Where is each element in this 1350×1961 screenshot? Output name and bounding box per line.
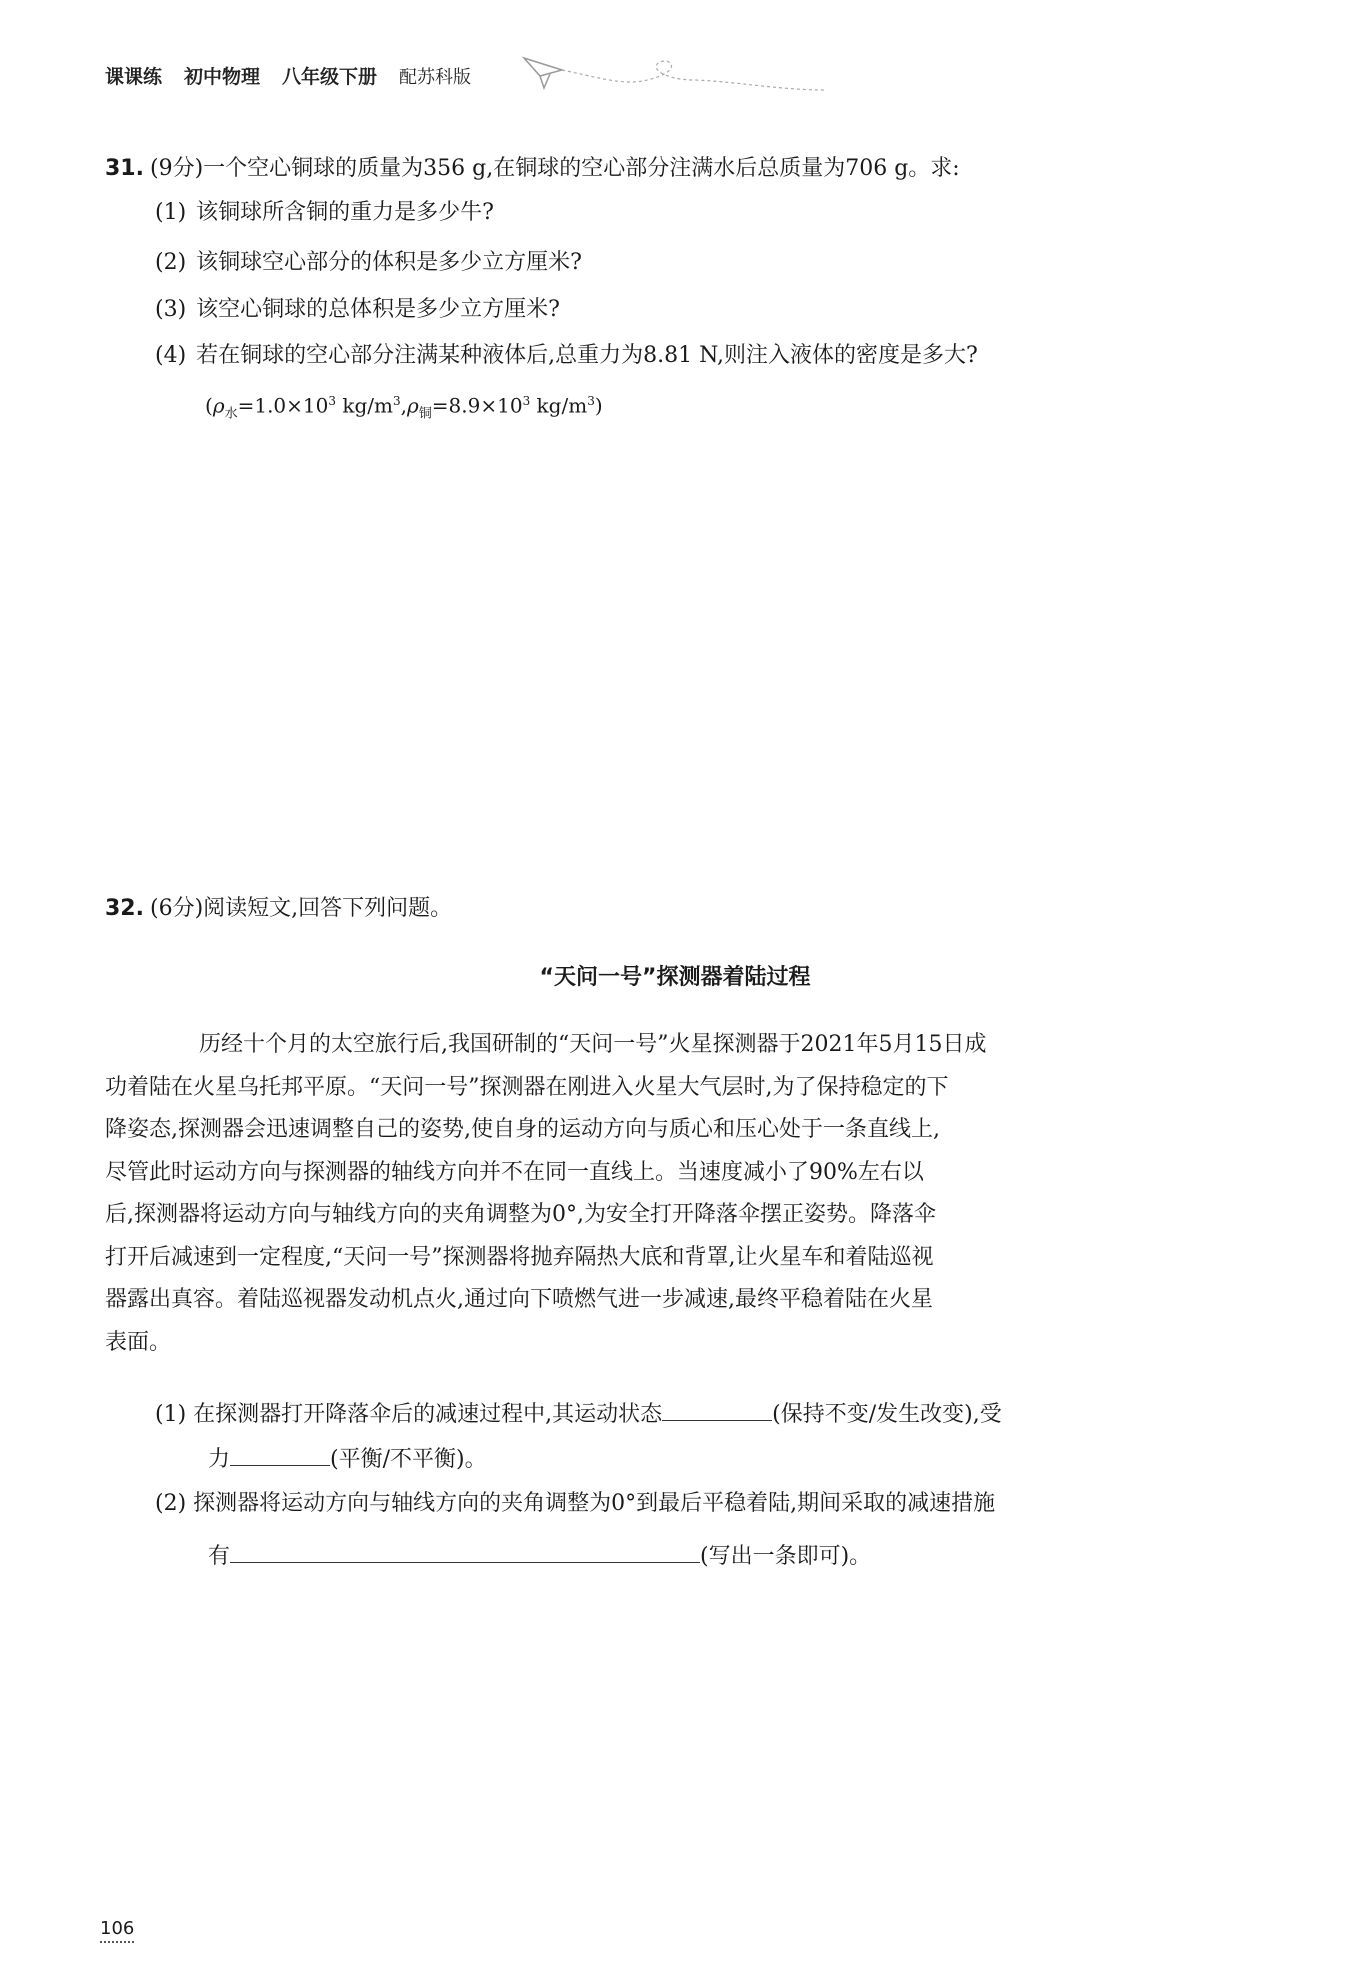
question-31-stem — [105, 155, 960, 183]
question-number: 32. — [105, 896, 144, 921]
answer-blank-force-balance[interactable] — [230, 1441, 330, 1466]
question-31-item-3: (3) 该空心铜球的总体积是多少立方厘米? — [155, 297, 560, 322]
question-31-item-2: (2) 该铜球空心部分的体积是多少立方厘米? — [155, 250, 582, 275]
answer-blank-deceleration[interactable] — [230, 1538, 700, 1563]
density-constants: ($\rho_水=1.0\times 10^3$ $kg/m^3,\rho_铜=8.9\times 10^3$ $kg/m^3$) — [205, 393, 603, 422]
question-text: (6分)阅读短文,回答下列问题。 — [149, 896, 453, 921]
subject-name: 初中物理 — [184, 66, 261, 88]
question-31-item-1: (1) 该铜球所含铜的重力是多少牛? — [155, 200, 494, 225]
passage-title: “天问一号”探测器着陆过程 — [539, 965, 811, 990]
question-32-item-2-cont: 有 (写出一条即可)。 — [208, 1538, 871, 1571]
paper-plane-icon — [520, 50, 830, 100]
edition-name: 配苏科版 — [399, 67, 472, 88]
page-number: 106 — [100, 1918, 134, 1943]
answer-blank-motion-state[interactable] — [662, 1396, 772, 1421]
grade-name: 八年级下册 — [282, 66, 378, 88]
question-number: 31. — [105, 156, 144, 181]
question-32-item-1: (1) 在探测器打开降落伞后的减速过程中,其运动状态 (保持不变/发生改变),受 — [155, 1396, 1002, 1429]
question-32-stem — [105, 895, 452, 923]
question-31-item-4: (4) 若在铜球的空心部分注满某种液体后,总重力为8.81 N,则注入液体的密度是多大? — [155, 343, 978, 368]
question-text: (9分)一个空心铜球的质量为356 g,在铜球的空心部分注满水后总质量为706 g。求: — [149, 156, 960, 181]
series-name: 课课练 — [105, 66, 163, 88]
passage-body: 历经十个月的太空旅行后,我国研制的“天问一号”火星探测器于2021年5月15日成 功着陆在火星乌托邦平原。“天问一号”探测器在刚进入火星大气层时,为了保持稳定的下 降姿态,探测器会迅速调整自己的姿势,使自身的运动方向与质心和压心处于一条直线上, 尽管此时运动方向与探测器的轴线方向并不在同一直线上。当速度减小了90%左右以 后,探测器将运动方向与轴线方向的夹角调整为0°,为安全打开降落伞摆正姿势。降落伞 打开后减速到一定程度,“天问一号”探测器将抛弃隔热大底和背罩,让火星车和着陆巡视 器露出真容。着陆巡视器发动机点火,通过向下喷燃气进一步减速,最终平稳着陆在火星 表面。 — [105, 1032, 987, 1355]
question-32-item-2: (2) 探测器将运动方向与轴线方向的夹角调整为0°到最后平稳着陆,期间采取的减速措施 — [155, 1491, 996, 1516]
question-32-item-1-cont: 力 (平衡/不平衡)。 — [208, 1441, 487, 1474]
page-header — [105, 62, 493, 94]
